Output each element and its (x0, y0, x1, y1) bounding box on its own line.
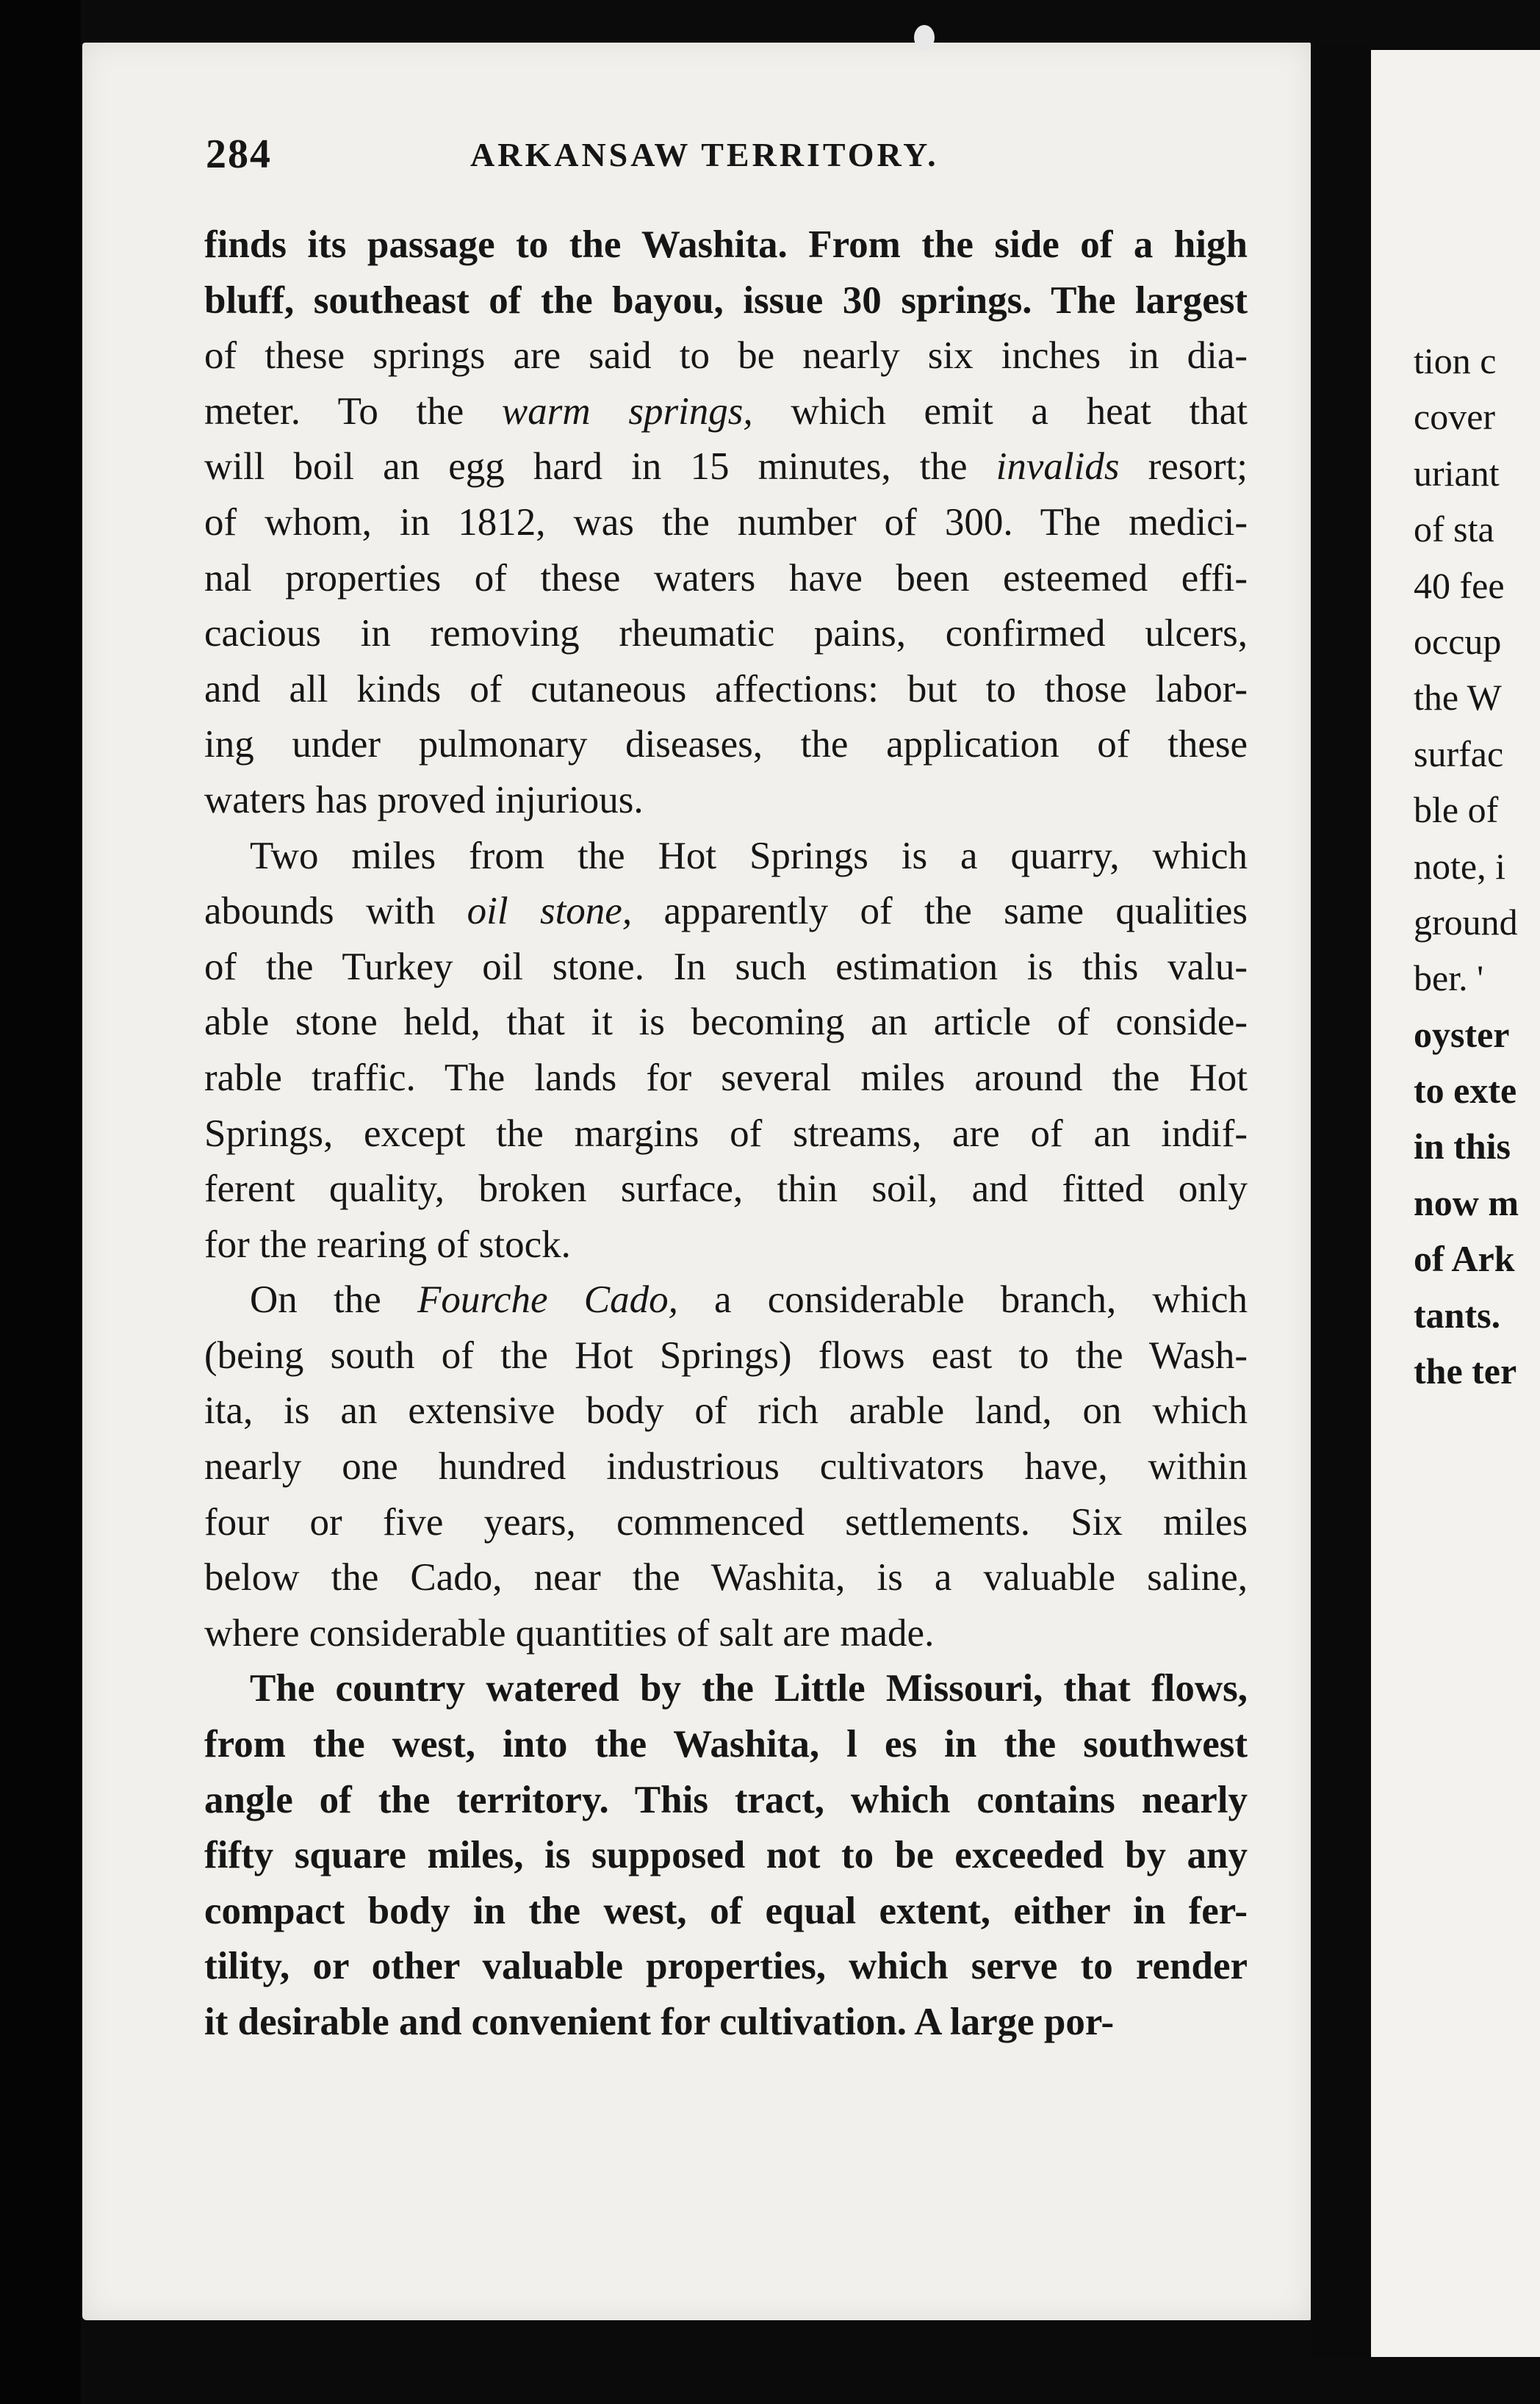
text-line (204, 995, 1248, 1051)
text-run: which emit a heat that (752, 389, 1248, 433)
text-run: (being south of the Hot Springs) flows east to the Wash- (204, 1334, 1248, 1377)
text-run: rable traffic. The lands for several miles around the Hot (204, 1056, 1248, 1099)
text-line (204, 328, 1248, 384)
next-page-line: ble of (1414, 789, 1499, 831)
next-page-line: now m (1414, 1181, 1519, 1223)
scan-speck (914, 25, 935, 50)
next-page-line: cover (1414, 396, 1496, 438)
page-number: 284 (206, 132, 272, 177)
paragraph (204, 1273, 1248, 1661)
italic-phrase: invalids (996, 445, 1120, 489)
text-run: from the west, into the Washita, l es in the southwest (204, 1723, 1248, 1766)
text-run: nal properties of these waters have been esteemed effi- (204, 556, 1248, 600)
text-line (204, 940, 1248, 996)
text-run: able stone held, that it is becoming an article of conside- (204, 1001, 1248, 1044)
next-page-line: of sta (1414, 508, 1494, 550)
paragraph (204, 217, 1248, 829)
italic-phrase: Fourche Cado, (417, 1278, 678, 1322)
text-line (204, 1328, 1248, 1384)
text-run: compact body in the west, of equal extent, either in fer- (204, 1889, 1248, 1932)
text-run: apparently of the same qualities (632, 890, 1248, 933)
text-line (204, 1717, 1248, 1773)
text-line (204, 1051, 1248, 1106)
text-line (204, 1606, 1248, 1662)
next-page-line: of Ark (1414, 1238, 1515, 1280)
text-line (204, 1939, 1248, 1995)
text-line (204, 884, 1248, 940)
text-run: ferent quality, broken surface, thin soil, and fitted only (204, 1167, 1248, 1211)
text-run: a considerable branch, which (677, 1278, 1248, 1322)
paragraph (204, 1661, 1248, 2050)
text-line (204, 1106, 1248, 1162)
text-run: angle of the territory. This tract, which contains nearly (204, 1778, 1248, 1821)
text-run: of these springs are said to be nearly six inches in dia- (204, 334, 1248, 378)
text-line (204, 384, 1248, 440)
running-title: ARKANSAW TERRITORY. (470, 136, 939, 173)
text-run: abounds with (204, 890, 467, 933)
text-line (204, 606, 1248, 662)
text-run: fifty square miles, is supposed not to be exceeded by any (204, 1834, 1248, 1877)
next-page-line: note, i (1414, 845, 1505, 887)
text-run: meter. To the (204, 389, 502, 433)
text-run: waters has proved injurious. (204, 778, 644, 821)
text-run: The country watered by the Little Missouri, that flows, (250, 1667, 1248, 1710)
next-page-line: the W (1414, 677, 1502, 719)
next-page-line: uriant (1414, 452, 1500, 494)
next-page-text-fragment (1414, 333, 1540, 1399)
text-line (204, 1439, 1248, 1495)
text-run: of whom, in 1812, was the number of 300. The medici- (204, 500, 1248, 544)
text-line (204, 662, 1248, 718)
book-page-right-edge (1371, 50, 1540, 2357)
next-page-line: ber. ' (1414, 957, 1484, 999)
next-page-line: tion c (1414, 340, 1497, 381)
text-line (204, 1217, 1248, 1273)
next-page-line: the ter (1414, 1350, 1517, 1392)
text-line (204, 1495, 1248, 1551)
text-run: where considerable quantities of salt are made. (204, 1611, 935, 1655)
text-run: ita, is an extensive body of rich arable land, on which (204, 1389, 1248, 1433)
next-page-line: occup (1414, 620, 1502, 662)
page-header (206, 131, 1249, 175)
text-run: and all kinds of cutaneous affections: but to those labor- (204, 667, 1248, 710)
next-page-line: surfac (1414, 733, 1504, 774)
next-page-line: oyster (1414, 1013, 1510, 1055)
text-run: tility, or other valuable properties, which serve to render (204, 1945, 1248, 1988)
text-line (204, 829, 1248, 885)
text-line (204, 551, 1248, 607)
text-line (204, 1550, 1248, 1606)
text-run: for the rearing of stock. (204, 1223, 571, 1266)
next-page-line: 40 fee (1414, 564, 1505, 606)
text-run: nearly one hundred industrious cultivators have, within (204, 1445, 1248, 1489)
text-run: Two miles from the Hot Springs is a quarry, which (250, 834, 1248, 877)
text-line (204, 217, 1248, 273)
next-page-line: to exte (1414, 1070, 1517, 1112)
text-line (204, 439, 1248, 495)
text-run: ing under pulmonary diseases, the application of these (204, 723, 1248, 766)
text-line (204, 1162, 1248, 1217)
scan-left-border (0, 0, 81, 2404)
text-line (204, 773, 1248, 829)
text-line (204, 273, 1248, 329)
text-line (204, 717, 1248, 773)
book-gutter (1311, 44, 1372, 2358)
text-run: finds its passage to the Washita. From the side of a high (204, 223, 1248, 266)
text-run: On the (250, 1278, 417, 1322)
text-line (204, 1995, 1248, 2051)
text-run: cacious in removing rheumatic pains, confirmed ulcers, (204, 612, 1248, 655)
text-line (204, 1884, 1248, 1940)
text-run: of the Turkey oil stone. In such estimation is this valu- (204, 945, 1248, 988)
text-run: resort; (1119, 445, 1248, 489)
text-run: it desirable and convenient for cultivation. A large por- (204, 2001, 1115, 2043)
paragraph (204, 829, 1248, 1273)
text-line (204, 1273, 1248, 1328)
text-line (204, 1383, 1248, 1439)
text-line (204, 495, 1248, 551)
italic-phrase: oil stone, (467, 890, 633, 933)
next-page-line: tants. (1414, 1294, 1501, 1336)
text-line (204, 1828, 1248, 1884)
text-run: will boil an egg hard in 15 minutes, the (204, 445, 996, 489)
next-page-line: ground (1414, 901, 1518, 943)
text-run: Springs, except the margins of streams, are of an indif- (204, 1112, 1248, 1155)
text-run: bluff, southeast of the bayou, issue 30 springs. The largest (204, 278, 1248, 322)
text-line (204, 1773, 1248, 1829)
italic-phrase: warm springs, (501, 389, 753, 433)
text-run: four or five years, commenced settlements. Six miles (204, 1500, 1248, 1544)
text-line (204, 1661, 1248, 1717)
next-page-line: in this (1414, 1126, 1511, 1167)
body-text (204, 217, 1248, 2051)
text-run: below the Cado, near the Washita, is a valuable saline, (204, 1556, 1248, 1599)
